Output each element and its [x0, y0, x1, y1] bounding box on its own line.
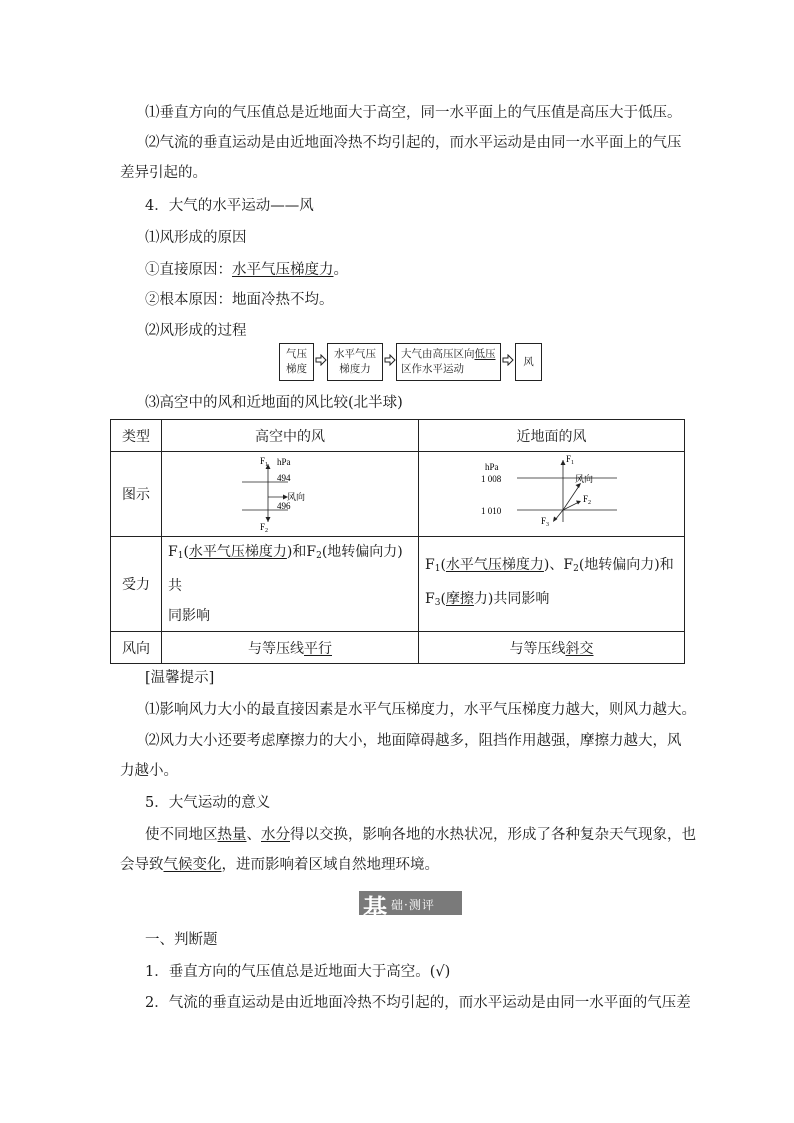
lower-f2-label: $F_2$: [582, 494, 591, 506]
flow-box-text: 气压: [286, 348, 307, 360]
upper-pressure-bottom: 496: [277, 501, 291, 511]
text-part: 会导致: [120, 857, 164, 873]
subheading-wind-process: ⑵风形成的过程: [145, 323, 247, 339]
table-row-label: 风向: [111, 632, 162, 664]
lower-wind-diagram-cell: [419, 452, 685, 537]
lower-force-answer: 水平气压梯度力: [445, 557, 544, 573]
answer-moisture: 水分: [261, 827, 290, 843]
text-part: ，进而影响着区域自然地理环境。: [221, 857, 439, 873]
text-part: 使不同地区: [145, 827, 218, 843]
paragraph-airflow-line2: 差异引起的。: [120, 165, 207, 181]
lower-force-cell: $F_1$(水平气压梯度力)、$F_2$(地转偏向力)和 $F_3$(摩擦力)共同影响: [419, 537, 685, 632]
section-heading-significance: 5．大气运动的意义: [145, 795, 271, 811]
force-symbol: F: [425, 557, 435, 573]
force-text: )、F: [543, 557, 574, 573]
upper-wind-diagram: [230, 452, 350, 532]
upper-wind-label: 风向: [287, 493, 306, 503]
flow-answer-low-pressure: 低压: [474, 348, 496, 360]
significance-line1: [145, 825, 696, 845]
answer-climate-change: 气候变化: [163, 857, 222, 873]
force-subscript: 1: [177, 551, 184, 561]
flow-box-horizontal-force: [327, 343, 383, 381]
lower-pressure-top: 1 008: [480, 474, 501, 484]
force-subscript: 3: [434, 598, 441, 608]
lower-pressure-bottom: 1 010: [480, 506, 501, 516]
flow-box-text: 梯度力: [339, 363, 371, 375]
flow-box-text: 区作水平运动: [401, 363, 464, 375]
lower-f3-label: $F_3$: [540, 516, 549, 528]
quiz-heading: 一、判断题: [145, 932, 218, 948]
force-text: (地转偏向力)和: [578, 557, 674, 573]
upper-force-cell: $F_1$(水平气压梯度力)和$F_2$(地转偏向力)共 同影响: [162, 537, 419, 632]
answer-heat: 热量: [217, 827, 247, 843]
tip-2-line2: 力越小。: [120, 763, 178, 779]
flow-box-text: 梯度: [286, 363, 307, 375]
root-cause-line: ②根本原因：地面冷热不均。: [145, 292, 334, 308]
direct-cause-line: [145, 260, 348, 280]
upper-force-answer: 水平气压梯度力: [188, 544, 287, 560]
basic-test-banner: [359, 891, 462, 922]
subheading-wind-comparison: ⑶高空中的风和近地面的风比较(北半球): [145, 395, 403, 411]
table-row-force: [111, 537, 685, 632]
force-subscript: 2: [573, 564, 579, 574]
table-header-row: [111, 420, 685, 452]
upper-direction-answer: 平行: [304, 640, 332, 657]
lower-unit-label: hPa: [484, 462, 498, 472]
direct-cause-label: ①直接原因：: [145, 262, 232, 278]
text-part: 、: [246, 827, 261, 843]
table-header-cell: 高空中的风: [162, 420, 419, 452]
table-row-diagram: [111, 452, 685, 537]
force-text: 同影响: [168, 608, 210, 624]
upper-unit-label: hPa: [277, 457, 291, 467]
hollow-arrow-icon: [502, 354, 514, 366]
lower-direction-answer: 斜交: [565, 640, 594, 657]
quiz-item-2: 2．气流的垂直运动是由近地面冷热不均引起的，而水平运动是由同一水平面的气压差: [145, 995, 691, 1011]
flow-box-text: [401, 347, 496, 362]
force-text: (地转偏向力)共: [168, 544, 403, 594]
flow-box-air-movement: [396, 343, 501, 381]
significance-line2: [120, 855, 439, 875]
lower-wind-label: 风向: [574, 475, 593, 485]
hollow-arrow-icon: [315, 354, 327, 366]
banner-label: 础·测评: [391, 898, 435, 912]
lower-friction-answer: 摩擦: [445, 591, 474, 607]
lower-wind-diagram: [477, 452, 627, 532]
text-part: 得以交换，影响各地的水热状况，形成了各种复杂天气现象，也: [290, 827, 696, 843]
hollow-arrow-icon: [384, 354, 396, 366]
upper-direction-cell: [162, 632, 419, 664]
section-heading-wind: 4．大气的水平运动——风: [145, 198, 314, 214]
banner-big-char: 基: [363, 893, 387, 922]
tips-title: [温馨提示]: [145, 670, 215, 686]
force-subscript: 2: [316, 551, 322, 561]
upper-wind-diagram-cell: [162, 452, 419, 537]
flow-box-pressure-gradient: [279, 343, 314, 381]
subheading-wind-cause: ⑴风形成的原因: [145, 230, 247, 246]
flow-box-wind: 风: [515, 343, 542, 381]
period: 。: [333, 262, 348, 278]
upper-pressure-top: 494: [277, 473, 291, 483]
flow-box-text: 水平气压: [334, 348, 376, 360]
wind-comparison-table: [110, 419, 685, 664]
quiz-item-1: 1．垂直方向的气压值总是近地面大于高空。(√): [145, 964, 451, 980]
force-symbol: F: [425, 591, 435, 607]
lower-f1-label: $F_1$: [565, 454, 574, 466]
direct-cause-answer: 水平气压梯度力: [232, 262, 334, 278]
force-symbol: F: [168, 544, 178, 560]
direction-text: 与等压线: [248, 640, 304, 657]
table-header-cell: 近地面的风: [419, 420, 685, 452]
direction-text: 与等压线: [509, 640, 566, 657]
table-row-label: 图示: [111, 452, 162, 537]
upper-f1-label: $F_1$: [260, 456, 269, 468]
table-row-direction: [111, 632, 685, 664]
force-text: )和F: [286, 544, 317, 560]
force-subscript: 1: [434, 564, 441, 574]
paragraph-vertical-pressure: ⑴垂直方向的气压值总是近地面大于高空，同一水平面上的气压值是高压大于低压。: [145, 105, 682, 121]
tip-1: ⑴影响风力大小的最直接因素是水平气压梯度力，水平气压梯度力越大，则风力越大。: [145, 702, 696, 718]
paragraph-airflow-line1: ⑵气流的垂直运动是由近地面冷热不均引起的，而水平运动是由同一水平面上的气压: [145, 135, 682, 151]
tip-2-line1: ⑵风力大小还要考虑摩擦力的大小，地面障碍越多，阻挡作用越强，摩擦力越大，风: [145, 733, 682, 749]
upper-f2-label: $F_2$: [260, 522, 269, 532]
force-text: 力)共同影响: [473, 591, 550, 607]
table-header-cell: 类型: [111, 420, 162, 452]
lower-direction-cell: [419, 632, 685, 664]
flow-text-part: 大气由高压区向: [401, 348, 475, 360]
table-row-label: 受力: [111, 537, 162, 632]
